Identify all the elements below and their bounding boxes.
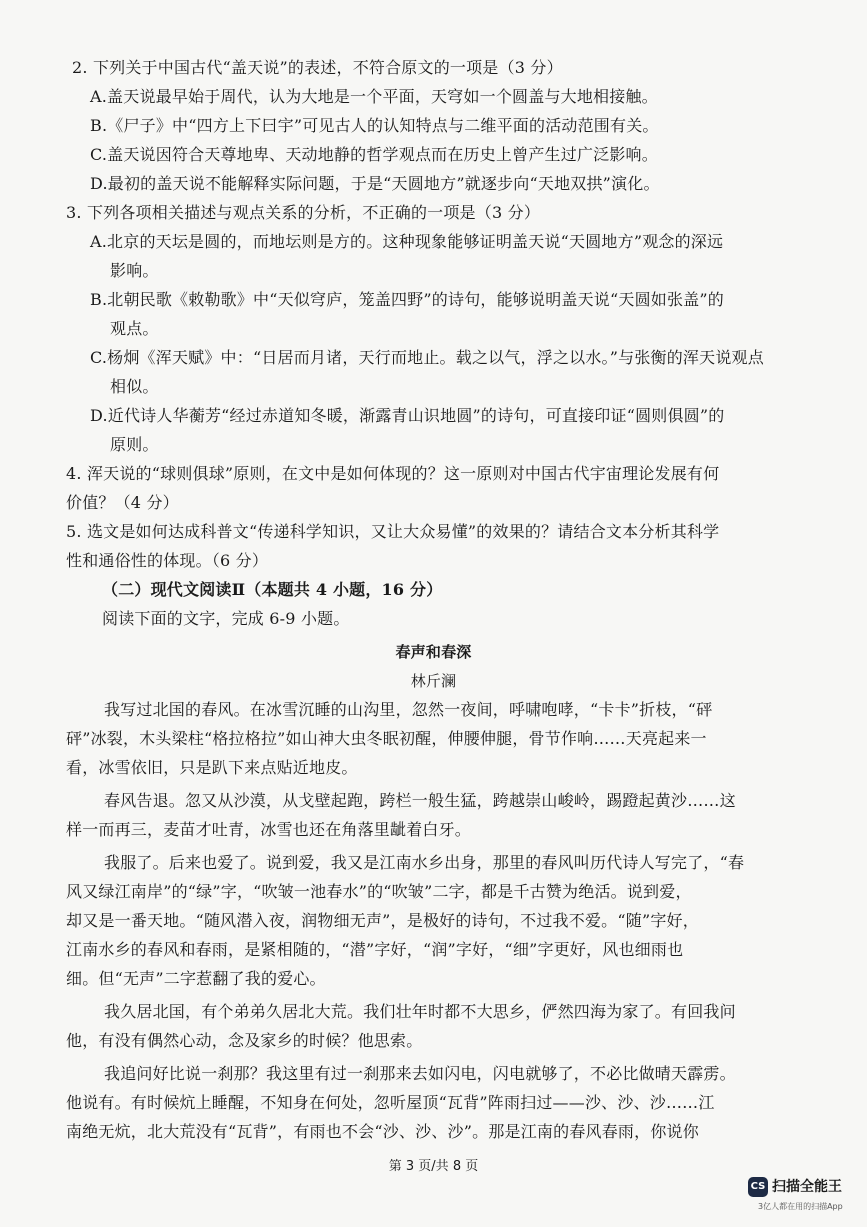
article-line: 我写过北国的春风。在冰雪沉睡的山沟里，忽然一夜间，呼啸咆哮，“卡卡”折枝，“砰 xyxy=(104,700,713,719)
scanner-watermark xyxy=(748,1177,860,1219)
camscanner-logo-icon: CS xyxy=(748,1177,768,1197)
article-author: 林斤澜 xyxy=(410,672,457,690)
article-line: 风又绿江南岸”的“绿”字，“吹皱一池春水”的“吹皱”二字，都是千古赞为绝活。说到爱， xyxy=(66,882,692,901)
q2-stem: 2. 下列关于中国古代“盖天说”的表述，不符合原文的一项是（3 分） xyxy=(72,58,563,77)
q3-option-a-cont: 影响。 xyxy=(110,261,159,280)
page-number: 第 3 页/共 8 页 xyxy=(388,1159,479,1174)
q5-stem-cont: 性和通俗性的体现。（6 分） xyxy=(66,551,269,570)
article-line: 南绝无炕，北大荒没有“瓦背”，有雨也不会“沙、沙、沙”。那是江南的春风春雨，你说你 xyxy=(66,1122,699,1141)
q4-stem-cont: 价值？（4 分） xyxy=(66,493,179,512)
q3-option-b-cont: 观点。 xyxy=(110,319,159,338)
q2-option-d: D.最初的盖天说不能解释实际问题，于是“天圆地方”就逐步向“天地双拱”演化。 xyxy=(90,174,660,193)
q2-option-b: B.《尸子》中“四方上下曰宇”可见古人的认知特点与二维平面的活动范围有关。 xyxy=(90,116,659,135)
q3-option-d: D.近代诗人华蘅芳“经过赤道知冬暖，渐露青山识地圆”的诗句，可直接印证“圆则俱圆”的 xyxy=(90,406,725,425)
article-line: 他，有没有偶然心动，念及家乡的时候？他思索。 xyxy=(66,1031,423,1050)
q3-option-d-cont: 原则。 xyxy=(110,435,159,454)
q4-stem: 4. 浑天说的“球则俱球”原则，在文中是如何体现的？这一原则对中国古代宇宙理论发展有何 xyxy=(66,464,720,483)
section-heading: （二）现代文阅读Ⅱ（本题共 4 小题，16 分） xyxy=(102,580,443,599)
article-line: 江南水乡的春风和春雨，是紧相随的，“潜”字好，“润”字好，“细”字更好，风也细雨也 xyxy=(66,940,684,959)
article-line: 我追问好比说一刹那？我这里有过一刹那来去如闪电，闪电就够了，不必比做晴天霹雳。 xyxy=(104,1064,736,1083)
article-title: 春声和春深 xyxy=(395,643,472,661)
article-line: 看，冰雪依旧，只是趴下来点贴近地皮。 xyxy=(66,758,358,777)
article-line: 却又是一番天地。“随风潜入夜，润物细无声”，是极好的诗句，不过我不爱。“随”字好， xyxy=(66,911,699,930)
q2-option-c: C.盖天说因符合天尊地卑、天动地静的哲学观点而在历史上曾产生过广泛影响。 xyxy=(90,145,658,164)
article-line: 我服了。后来也爱了。说到爱，我又是江南水乡出身，那里的春风叫历代诗人写完了，“春 xyxy=(104,853,745,872)
q3-option-c-cont: 相似。 xyxy=(110,377,159,396)
q3-stem: 3. 下列各项相关描述与观点关系的分析，不正确的一项是（3 分） xyxy=(66,203,541,222)
q3-option-a: A.北京的天坛是圆的，而地坛则是方的。这种现象能够证明盖天说“天圆地方”观念的深远 xyxy=(90,232,724,251)
article-line: 我久居北国，有个弟弟久居北大荒。我们壮年时都不大思乡，俨然四海为家了。有回我问 xyxy=(104,1002,736,1021)
q5-stem: 5. 选文是如何达成科普文“传递科学知识，又让大众易懂”的效果的？请结合文本分析其科学 xyxy=(66,522,720,541)
q3-option-c: C.杨炯《浑天赋》中：“日居而月诸，天行而地止。载之以气，浮之以水。”与张衡的浑天说观点 xyxy=(90,348,764,367)
q2-option-a: A.盖天说最早始于周代，认为大地是一个平面，天穹如一个圆盖与大地相接触。 xyxy=(90,87,658,106)
watermark-tagline: 3亿人都在用的扫描App xyxy=(758,1202,843,1211)
article-line: 春风告退。忽又从沙漠，从戈壁起跑，跨栏一般生猛，跨越崇山峻岭，踢蹬起黄沙……这 xyxy=(104,791,736,810)
article-line: 样一而再三，麦苗才吐青，冰雪也还在角落里龇着白牙。 xyxy=(66,820,472,839)
watermark-app-name: 扫描全能王 xyxy=(772,1179,842,1195)
q3-option-b: B.北朝民歌《敕勒歌》中“天似穹庐，笼盖四野”的诗句，能够说明盖天说“天圆如张盖”的 xyxy=(90,290,724,309)
section-instruction: 阅读下面的文字，完成 6-9 小题。 xyxy=(102,609,350,628)
article-line: 细。但“无声”二字惹翻了我的爱心。 xyxy=(66,969,326,988)
article-line: 他说有。有时候炕上睡醒，不知身在何处，忽听屋顶“瓦背”阵雨扫过——沙、沙、沙……江 xyxy=(66,1093,715,1112)
article-line: 砰”冰裂，木头梁柱“格拉格拉”如山神大虫冬眠初醒，伸腰伸腿，骨节作响……天亮起来一 xyxy=(66,729,707,748)
